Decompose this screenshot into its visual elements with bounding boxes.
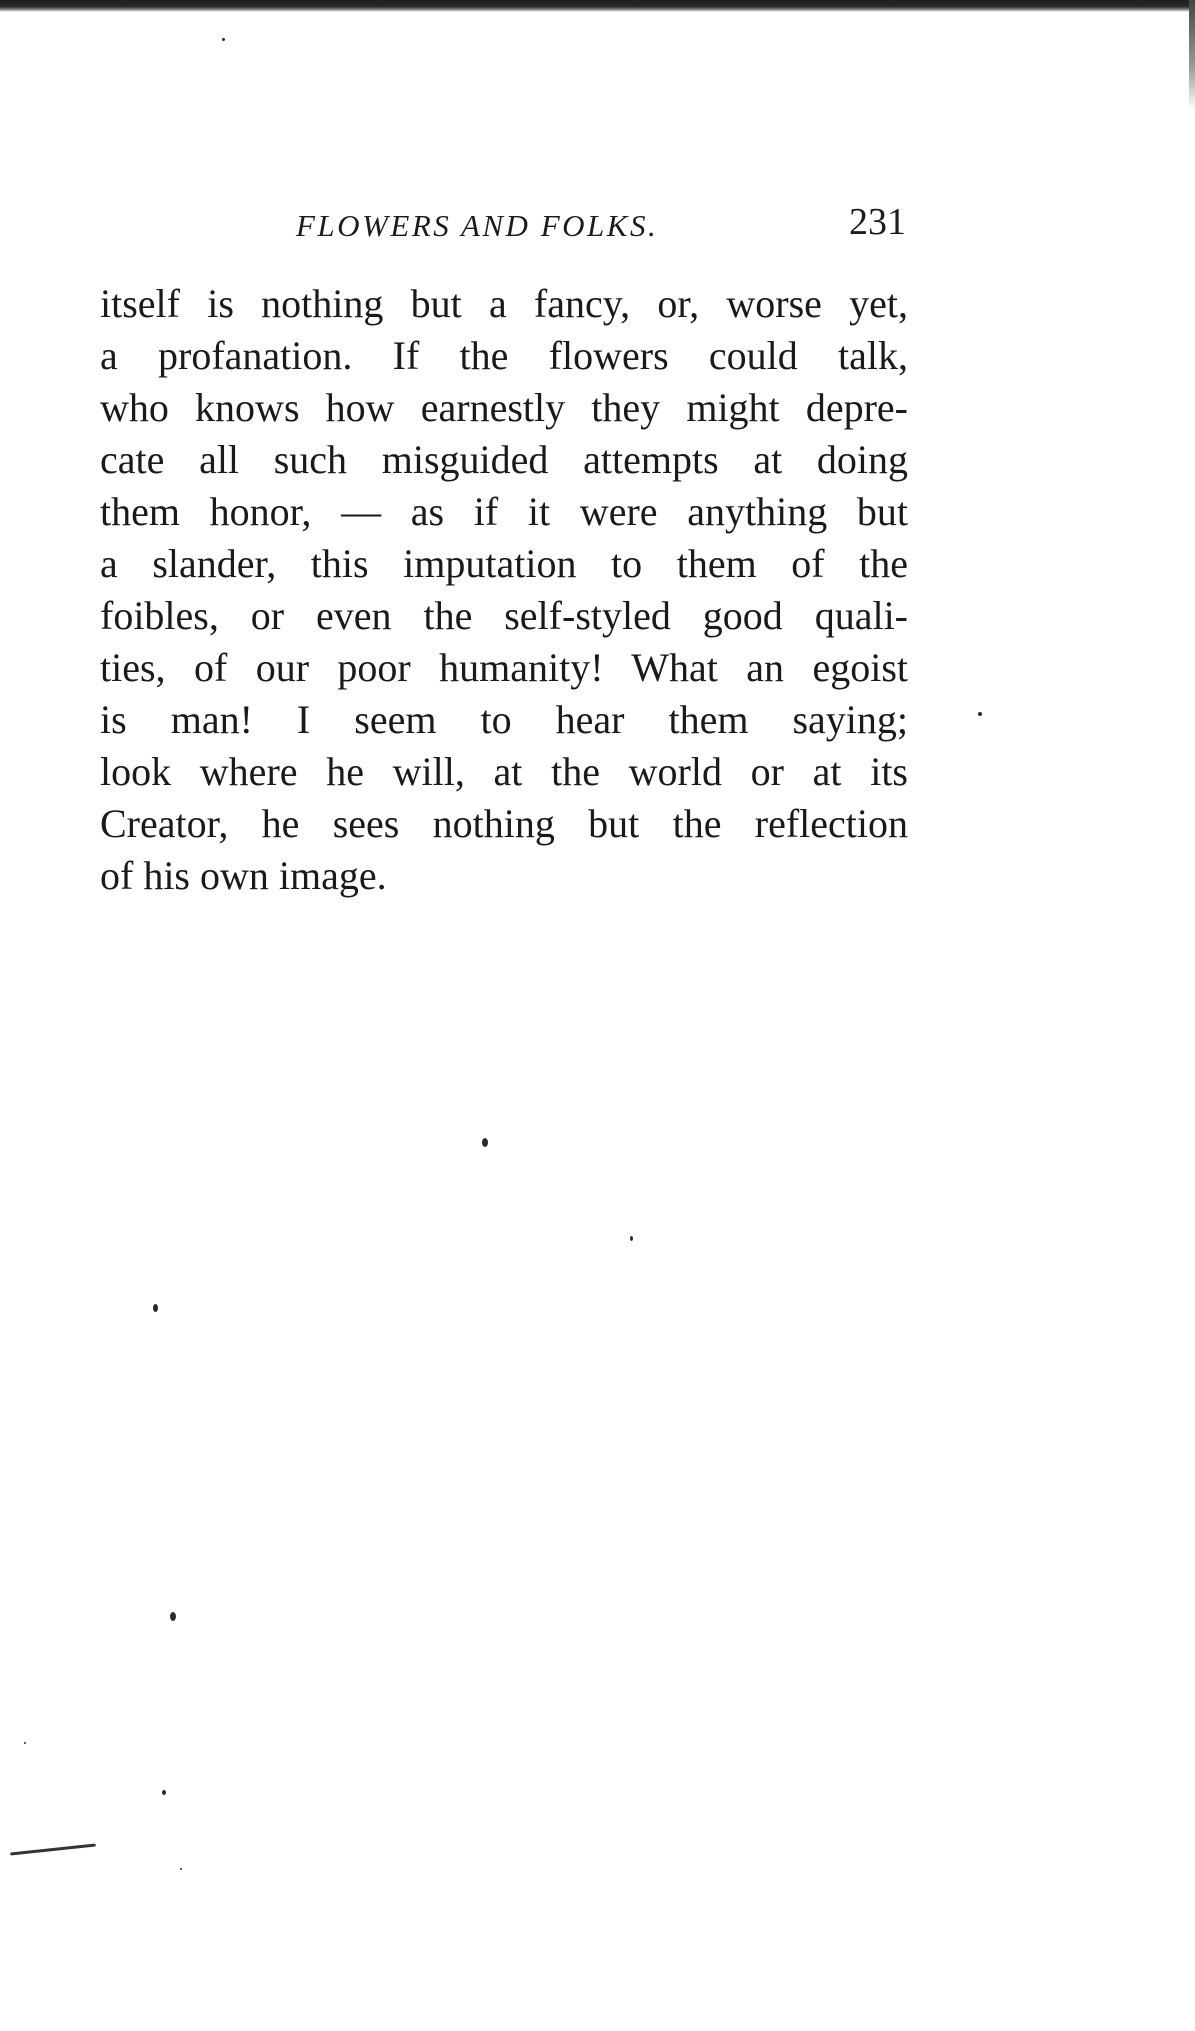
text-line: who knows how earnestly they might depre-: [100, 385, 908, 430]
page-header: [100, 200, 908, 248]
ink-speck: [978, 712, 982, 716]
ink-speck: [170, 1612, 176, 1621]
ink-speck: [153, 1304, 158, 1312]
text-line: of his own image.: [100, 853, 387, 898]
text-line: a slander, this imputation to them of the: [100, 541, 908, 586]
pen-mark: [10, 1844, 96, 1856]
text-line: them honor, — as if it were anything but: [100, 489, 908, 534]
running-title: FLOWERS AND FOLKS.: [296, 208, 659, 243]
text-line: look where he will, at the world or at its: [100, 749, 908, 794]
ink-speck: [162, 1790, 166, 1795]
text-line: is man! I seem to hear them saying;: [100, 697, 908, 742]
ink-speck: [222, 38, 225, 41]
page-top-edge: [0, 0, 1195, 12]
text-line: Creator, he sees nothing but the reflection: [100, 801, 908, 846]
text-line: foibles, or even the self-styled good quali-: [100, 593, 908, 638]
ink-speck: [180, 1868, 182, 1870]
page-number: 231: [849, 201, 906, 243]
body-text: [100, 278, 908, 902]
text-line: itself is nothing but a fancy, or, worse yet,: [100, 281, 908, 326]
ink-speck: [24, 1742, 26, 1744]
text-line: a profanation. If the flowers could talk,: [100, 333, 908, 378]
ink-speck: [482, 1138, 488, 1147]
text-line: cate all such misguided attempts at doing: [100, 437, 908, 482]
ink-speck: [630, 1236, 633, 1241]
page-right-edge: [1189, 0, 1195, 110]
text-line: ties, of our poor humanity! What an egoist: [100, 645, 908, 690]
